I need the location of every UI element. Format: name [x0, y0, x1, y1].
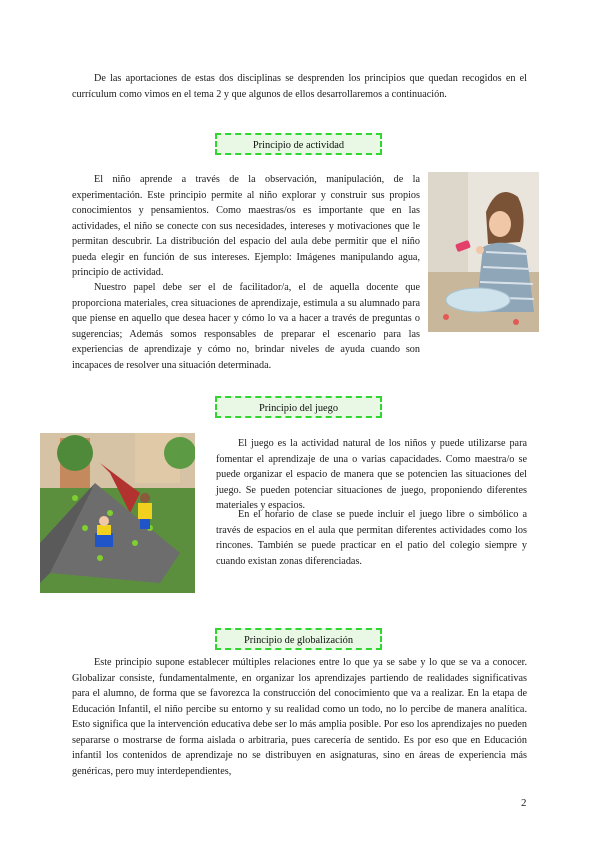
- section-title-actividad: Principio de actividad: [215, 133, 382, 155]
- section-title-juego: Principio del juego: [215, 396, 382, 418]
- globalizacion-paragraph-1: Este principio supone establecer múltiples relaciones entre lo que ya se sabe y lo que se va a conocer. Globalizar consiste, fundamentalmente, en organizar los aprendizajes partiendo de realidades significativas para el alumno, de forma que se favorezca la construcción del conocimiento que va a realizar. En la etapa de Educación Infantil, el niño percibe su entorno y su realidad como un todo, no lo percibe de manera analítica. Esto significa que la intervención educativa debe ser lo más amplia posible. Por eso los aprendizajes no pueden separarse o mostrarse de forma aislada o arbitraria, pues carecería de sentido. Es por eso que en Educación infantil los contenidos de aprendizaje no se distribuyen en asignaturas, sino en áreas de experiencia más genéricas, pero muy interdependientes,: [72, 657, 527, 777]
- juego-paragraph-1: El juego es la actividad natural de los niños y puede utilizarse para fomentar el aprendizaje de una o varias capacidades. Como maestra/o se puede organizar el espacio de manera que se potencien las situaciones del juego. Se pueden potenciar situaciones de juego, proponiendo diferentes materiales y espacios.: [216, 438, 527, 511]
- page-number: 2: [521, 797, 527, 809]
- children-climbing-playground-photo: [40, 433, 195, 593]
- juego-paragraph-2: En el horario de clase se puede incluir el juego libre o simbólico a través de espacios en el aula que permitan diferentes actividades como los rincones. También se puede practicar en el patio del colegio siempre y cuando existan zonas diferenciadas.: [216, 509, 527, 567]
- actividad-paragraph-1: El niño aprende a través de la observación, manipulación, de la experimentación. Este principio permite al niño explorar y construir sus propios conocimientos y pensamientos. Como maestras/os es importante que en las actividades, el niño se conecte con sus necesidades, intereses y motivaciones que le permitan descubrir. La distribución del espacio del aula debe permitir que el niño pueda elegir en función de sus intereses. Ejemplo: Imágenes manipulando agua, principio de actividad.: [72, 174, 420, 278]
- intro-paragraph: De las aportaciones de estas dos disciplinas se desprenden los principios que quedan recogidos en el currículum como vimos en el tema 2 y que algunos de ellos desarrollaremos a continuación.: [72, 73, 527, 100]
- child-playing-with-water-photo: [428, 172, 539, 332]
- actividad-paragraph-2: Nuestro papel debe ser el de facilitador/a, el de aquella docente que proporciona materiales, crea situaciones de aprendizaje, estimula a su alumnado para que piense en aquello que desea hacer y cómo lo va a hacer a través de preguntas o sugerencias; Además somos responsables de preparar el escenario para las experiencias de aprendizaje y cómo no, brindar niveles de ayuda cuando son incapaces de resolver una situación determinada.: [72, 282, 420, 371]
- section-title-globalizacion: Principio de globalización: [215, 628, 382, 650]
